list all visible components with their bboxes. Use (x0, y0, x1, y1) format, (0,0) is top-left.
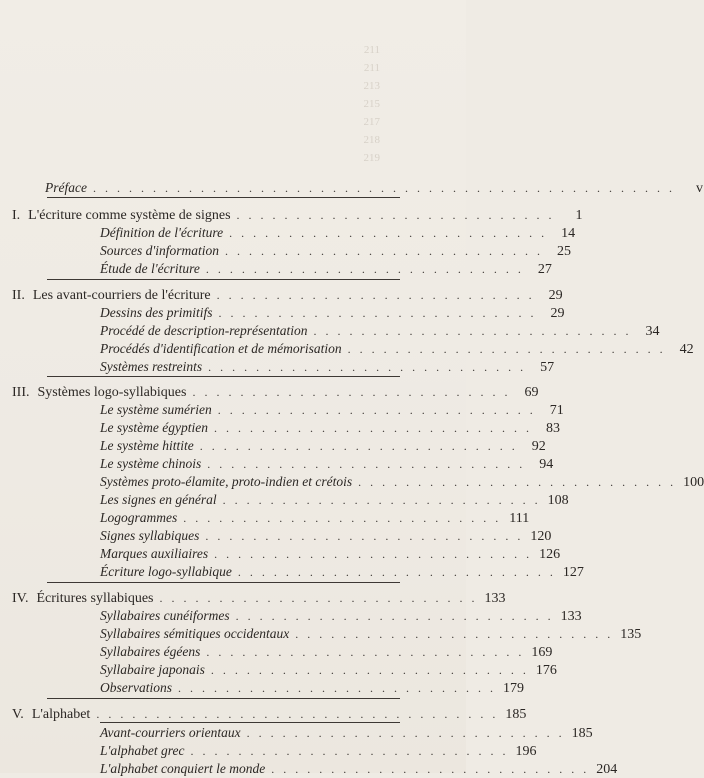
dot-leader: . . . . . . . . . . . . . . . . . . . . . . . . . . . (229, 226, 548, 240)
preface-entry[interactable] (45, 180, 703, 196)
chapter-number: I. (12, 208, 21, 223)
section-title: Dessins des primitifs (100, 305, 213, 320)
dot-leader: . . . . . . . . . . . . . . . . . . . . . . . . . . . (208, 360, 527, 374)
dot-leader: . . . . . . . . . . . . . . . . . . . . . . . . . . . (178, 681, 496, 695)
dot-leader: . . . . . . . . . . . . . . . . . . . . . . . . . . . (210, 663, 529, 677)
section-page: 25 (557, 244, 572, 259)
dot-leader: . . . . . . . . . . . . . . . . . . . . . . . . . . . (236, 208, 555, 222)
section-page: 204 (596, 762, 618, 777)
section-page: 120 (530, 529, 552, 544)
dot-leader: . . . . . . . . . . . . . . . . . . . . . . . . . . . (295, 627, 614, 641)
section-entry[interactable] (100, 743, 537, 759)
dot-leader: . . . . . . . . . . . . . . . . . . . . . . . . . . . (217, 403, 536, 417)
section-title: Écriture logo-syllabique (100, 564, 232, 579)
section-page: 126 (539, 547, 561, 562)
section-entry[interactable] (100, 761, 618, 777)
section-page: 135 (620, 627, 642, 642)
dot-leader: . . . . . . . . . . . . . . . . . . . . . . . . . . . (159, 591, 478, 605)
show-through-text: 211 211 213 215 217 218 219 (363, 44, 380, 164)
preface-label: Préface (45, 180, 87, 195)
section-title: Avant-courriers orientaux (100, 725, 241, 740)
dot-leader: . . . . . . . . . . . . . . . . . . . . . . . . . . . (199, 439, 518, 453)
section-page: 57 (540, 360, 555, 375)
preface-page: v (695, 181, 703, 196)
section-entry[interactable] (100, 492, 569, 508)
section-entry[interactable] (100, 680, 524, 696)
section-entry[interactable] (100, 510, 530, 526)
section-page: 111 (509, 511, 530, 526)
dot-leader: . . . . . . . . . . . . . . . . . . . . . . . . . . . (214, 547, 533, 561)
chapter-page: 1 (575, 208, 583, 223)
section-entry[interactable] (100, 323, 660, 339)
section-entry[interactable] (100, 662, 557, 678)
section-entry[interactable] (100, 225, 576, 241)
separator (47, 197, 400, 198)
section-page: 127 (562, 565, 584, 580)
section-title: Procédé de description-représentation (100, 323, 308, 338)
chapter-number: V. (12, 707, 24, 722)
section-entry[interactable] (100, 305, 565, 321)
section-page: 133 (560, 609, 582, 624)
dot-leader: . . . . . . . . . . . . . . . . . . . . . . . . . . . (192, 385, 511, 399)
chapter-title: L'écriture comme système de signes (28, 208, 231, 223)
section-page: 92 (531, 439, 546, 454)
section-page: 196 (515, 744, 537, 759)
dot-leader: . . . . . . . . . . . . . . . . . . . . . . . . . . . (218, 306, 537, 320)
dot-leader: . . . . . . . . . . . . . . . . . . . . . . . . . . . (183, 511, 502, 525)
chapter-title: Systèmes logo-syllabiques (37, 385, 187, 400)
dot-leader: . . . . . . . . . . . . . . . . . . . . . . . . . . . . . . . . . . . . . . . . . . . . . . . . . (92, 181, 675, 195)
section-page: 83 (545, 421, 560, 436)
dot-leader: . . . . . . . . . . . . . . . . . . . . . . . . . . . (358, 475, 677, 489)
section-entry[interactable] (100, 402, 564, 418)
section-title: Syllabaires cunéiformes (100, 608, 230, 623)
separator (47, 279, 400, 280)
section-entry[interactable] (100, 456, 554, 472)
dot-leader: . . . . . . . . . . . . . . . . . . . . . . . . . . . (235, 609, 554, 623)
dot-leader: . . . . . . . . . . . . . . . . . . . . . . . . . . . (237, 565, 556, 579)
section-page: 42 (679, 342, 694, 357)
chapter-number: III. (12, 385, 30, 400)
chapter-page: 185 (505, 707, 527, 722)
chapter-title: Les avant-courriers de l'écriture (32, 288, 211, 303)
dot-leader: . . . . . . . . . . . . . . . . . . . . . . . . . . . (222, 493, 541, 507)
separator (47, 582, 400, 583)
section-entry[interactable] (100, 243, 572, 259)
section-entry[interactable] (100, 564, 584, 580)
chapter-entry-3[interactable] (12, 384, 539, 400)
section-title: Signes syllabiques (100, 528, 200, 543)
separator (100, 722, 400, 723)
section-title: Le système chinois (100, 456, 202, 471)
section-title: Procédés d'identification et de mémorisation (100, 341, 342, 356)
section-entry[interactable] (100, 546, 561, 562)
section-entry[interactable] (100, 359, 555, 375)
chapter-entry-4[interactable] (12, 590, 506, 606)
dot-leader: . . . . . . . . . . . . . . . . . . . . . . . . . . . (206, 645, 525, 659)
section-page: 71 (549, 403, 564, 418)
section-title: L'alphabet grec (100, 743, 185, 758)
section-page: 185 (571, 726, 593, 741)
section-page: 176 (535, 663, 557, 678)
section-title: L'alphabet conquiert le monde (100, 761, 266, 776)
section-title: Systèmes restreints (100, 359, 203, 374)
section-page: 29 (550, 306, 565, 321)
dot-leader: . . . . . . . . . . . . . . . . . . . . . . . . . . . (207, 457, 526, 471)
section-title: Les signes en général (100, 492, 217, 507)
section-page: 179 (503, 681, 524, 696)
section-title: Le système égyptien (100, 420, 208, 435)
section-title: Marques auxiliaires (100, 546, 209, 561)
section-page: 14 (561, 226, 576, 241)
dot-leader: . . . . . . . . . . . . . . . . . . . . . . . . . . . (225, 244, 544, 258)
chapter-number: II. (12, 288, 25, 303)
section-entry[interactable] (100, 528, 552, 544)
section-page: 27 (537, 262, 552, 277)
chapter-title: L'alphabet (31, 707, 91, 722)
section-page: 100 (683, 475, 704, 490)
section-title: Le système hittite (100, 438, 194, 453)
section-title: Syllabaires sémitiques occidentaux (100, 626, 290, 641)
dot-leader: . . . . . . . . . . . . . . . . . . . . . . . . . . . (190, 744, 509, 758)
section-entry[interactable] (100, 626, 642, 642)
dot-leader: . . . . . . . . . . . . . . . . . . . . . . . . . . . (205, 529, 524, 543)
section-title: Systèmes proto-élamite, proto-indien et crétois (100, 474, 353, 489)
separator (47, 698, 400, 699)
section-title: Étude de l'écriture (100, 261, 200, 276)
section-entry[interactable] (100, 644, 553, 660)
dot-leader: . . . . . . . . . . . . . . . . . . . . . . . . . . . (213, 421, 532, 435)
chapter-page: 133 (484, 591, 506, 606)
section-entry[interactable] (100, 420, 560, 436)
section-entry[interactable] (100, 341, 694, 357)
section-entry[interactable] (100, 608, 582, 624)
section-page: 169 (531, 645, 553, 660)
section-title: Définition de l'écriture (100, 225, 224, 240)
dot-leader: . . . . . . . . . . . . . . . . . . . . . . . . . . . (205, 262, 524, 276)
section-title: Le système sumérien (100, 402, 212, 417)
dot-leader: . . . . . . . . . . . . . . . . . . . . . . . . . . . (246, 726, 565, 740)
section-title: Sources d'information (100, 243, 220, 258)
chapter-number: IV. (12, 591, 29, 606)
dot-leader: . . . . . . . . . . . . . . . . . . . . . . . . . . . (271, 762, 590, 776)
chapter-entry-5[interactable] (12, 706, 527, 722)
section-entry[interactable] (100, 438, 546, 454)
section-entry[interactable] (100, 261, 552, 277)
section-entry[interactable] (100, 474, 704, 490)
chapter-entry-1[interactable] (12, 207, 583, 223)
separator (47, 376, 400, 377)
dot-leader: . . . . . . . . . . . . . . . . . . . . . . . . . . . (216, 288, 535, 302)
dot-leader: . . . . . . . . . . . . . . . . . . . . . . . . . . . (313, 324, 632, 338)
section-page: 94 (539, 457, 554, 472)
chapter-entry-2[interactable] (12, 287, 563, 303)
section-page: 108 (547, 493, 569, 508)
dot-leader: . . . . . . . . . . . . . . . . . . . . . . . . . . . . . . . . . . (96, 707, 499, 721)
section-page: 34 (645, 324, 660, 339)
chapter-title: Écritures syllabiques (36, 591, 154, 606)
dot-leader: . . . . . . . . . . . . . . . . . . . . . . . . . . . (347, 342, 666, 356)
section-entry[interactable] (100, 725, 593, 741)
chapter-page: 29 (548, 288, 563, 303)
section-title: Syllabaire japonais (100, 662, 205, 677)
section-title: Logogrammes (100, 510, 178, 525)
chapter-page: 69 (524, 385, 539, 400)
section-title: Syllabaires égéens (100, 644, 201, 659)
section-title: Observations (100, 680, 172, 695)
